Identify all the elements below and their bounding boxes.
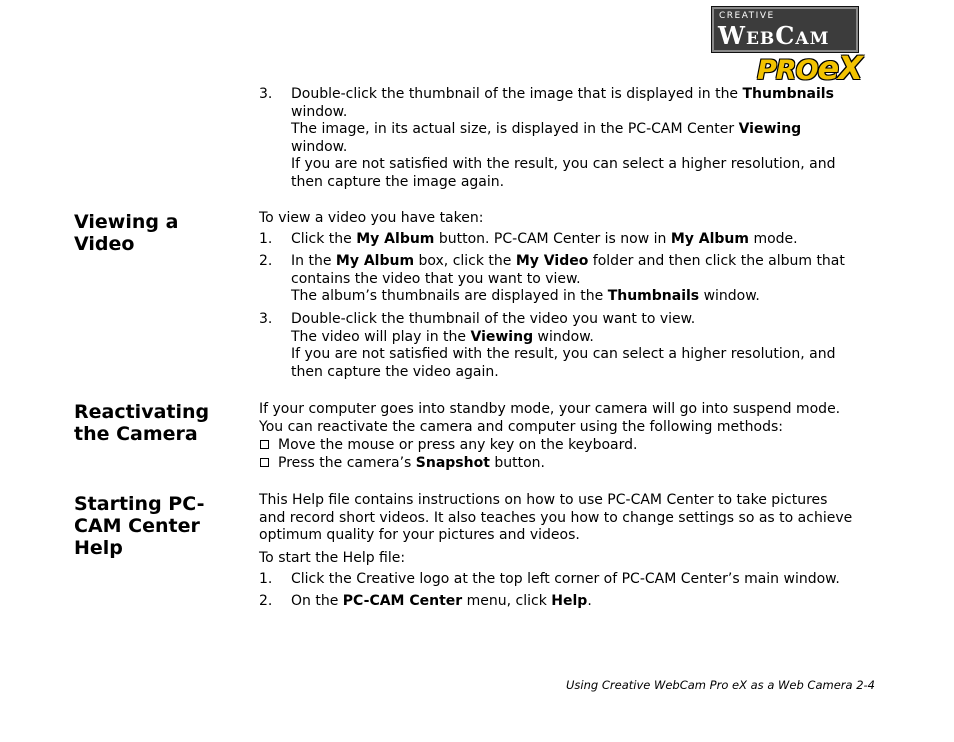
viewing-step3-number: 3. [259, 311, 273, 327]
top-step3-line4: window. [291, 138, 348, 155]
viewing-step1-number: 1. [259, 231, 273, 247]
checkbox-bullet-icon [260, 440, 269, 449]
viewing-step2-number: 2. [259, 253, 273, 269]
page-footer: Using Creative WebCam Pro eX as a Web Camera 2-4 [566, 678, 875, 692]
checkbox-bullet-icon [260, 458, 269, 467]
heading-starting-help: Starting PC- CAM Center Help [74, 493, 205, 559]
heading-viewing-video: Viewing a Video [74, 211, 179, 255]
reactivating-text: If your computer goes into standby mode, your camera will go into suspend mode. You can reactivate the camera and computer using the following methods: [259, 401, 841, 435]
heading-reactivating-camera: Reactivating the Camera [74, 401, 210, 445]
starting-help-intro: To start the Help file: [259, 550, 406, 566]
logo-pro: PRO [757, 55, 818, 86]
viewing-step2-text: In the My Album box, click the My Video folder and then click the album that contains the video that you want to view. The album’s thumbnails are displayed in the Thumbnails window. [291, 253, 845, 304]
viewing-step3-text: Double-click the thumbnail of the video you want to view. The video will play in the Viewing window. If you are not satisfied with the result, you can select a higher resolution, and then capture the video again. [291, 311, 836, 380]
logo-creative-text: CREATIVE [719, 11, 775, 21]
top-step3-line6: then capture the image again. [291, 173, 505, 190]
reactivating-bullet-1: Move the mouse or press any key on the keyboard. [260, 437, 637, 455]
viewing-step1-text: Click the My Album button. PC-CAM Center is now in My Album mode. [291, 231, 798, 247]
logo-webcam-text: WebCam [718, 21, 830, 50]
logo-badge [711, 6, 859, 53]
logo-pro-text [757, 49, 862, 87]
viewing-video-intro: To view a video you have taken: [259, 210, 484, 226]
starting-help-paragraph: This Help file contains instructions on how to use PC-CAM Center to take pictures and record short videos. It also teaches you how to change settings so as to achieve optimum quality for your pictures and videos. [259, 492, 853, 543]
webcam-pro-ex-logo [711, 6, 879, 86]
logo-ex: eX [817, 49, 862, 87]
top-step3-line1: Double-click the thumbnail of the image that is displayed in the Thumbnails [291, 86, 834, 102]
top-step3-text [291, 86, 835, 191]
help-step2-number: 2. [259, 593, 273, 609]
top-step3-number: 3. [259, 86, 273, 102]
help-step1-text: Click the Creative logo at the top left corner of PC-CAM Center’s main window. [291, 571, 840, 587]
reactivating-bullet-2: Press the camera’s Snapshot button. [260, 455, 545, 473]
top-step3-line3: The image, in its actual size, is displayed in the PC-CAM Center Viewing [291, 121, 802, 137]
help-step1-number: 1. [259, 571, 273, 587]
top-step3-line5: If you are not satisfied with the result, you can select a higher resolution, and [291, 156, 836, 172]
top-step3-line2: window. [291, 103, 348, 120]
help-step2-text: On the PC-CAM Center menu, click Help. [291, 593, 592, 609]
